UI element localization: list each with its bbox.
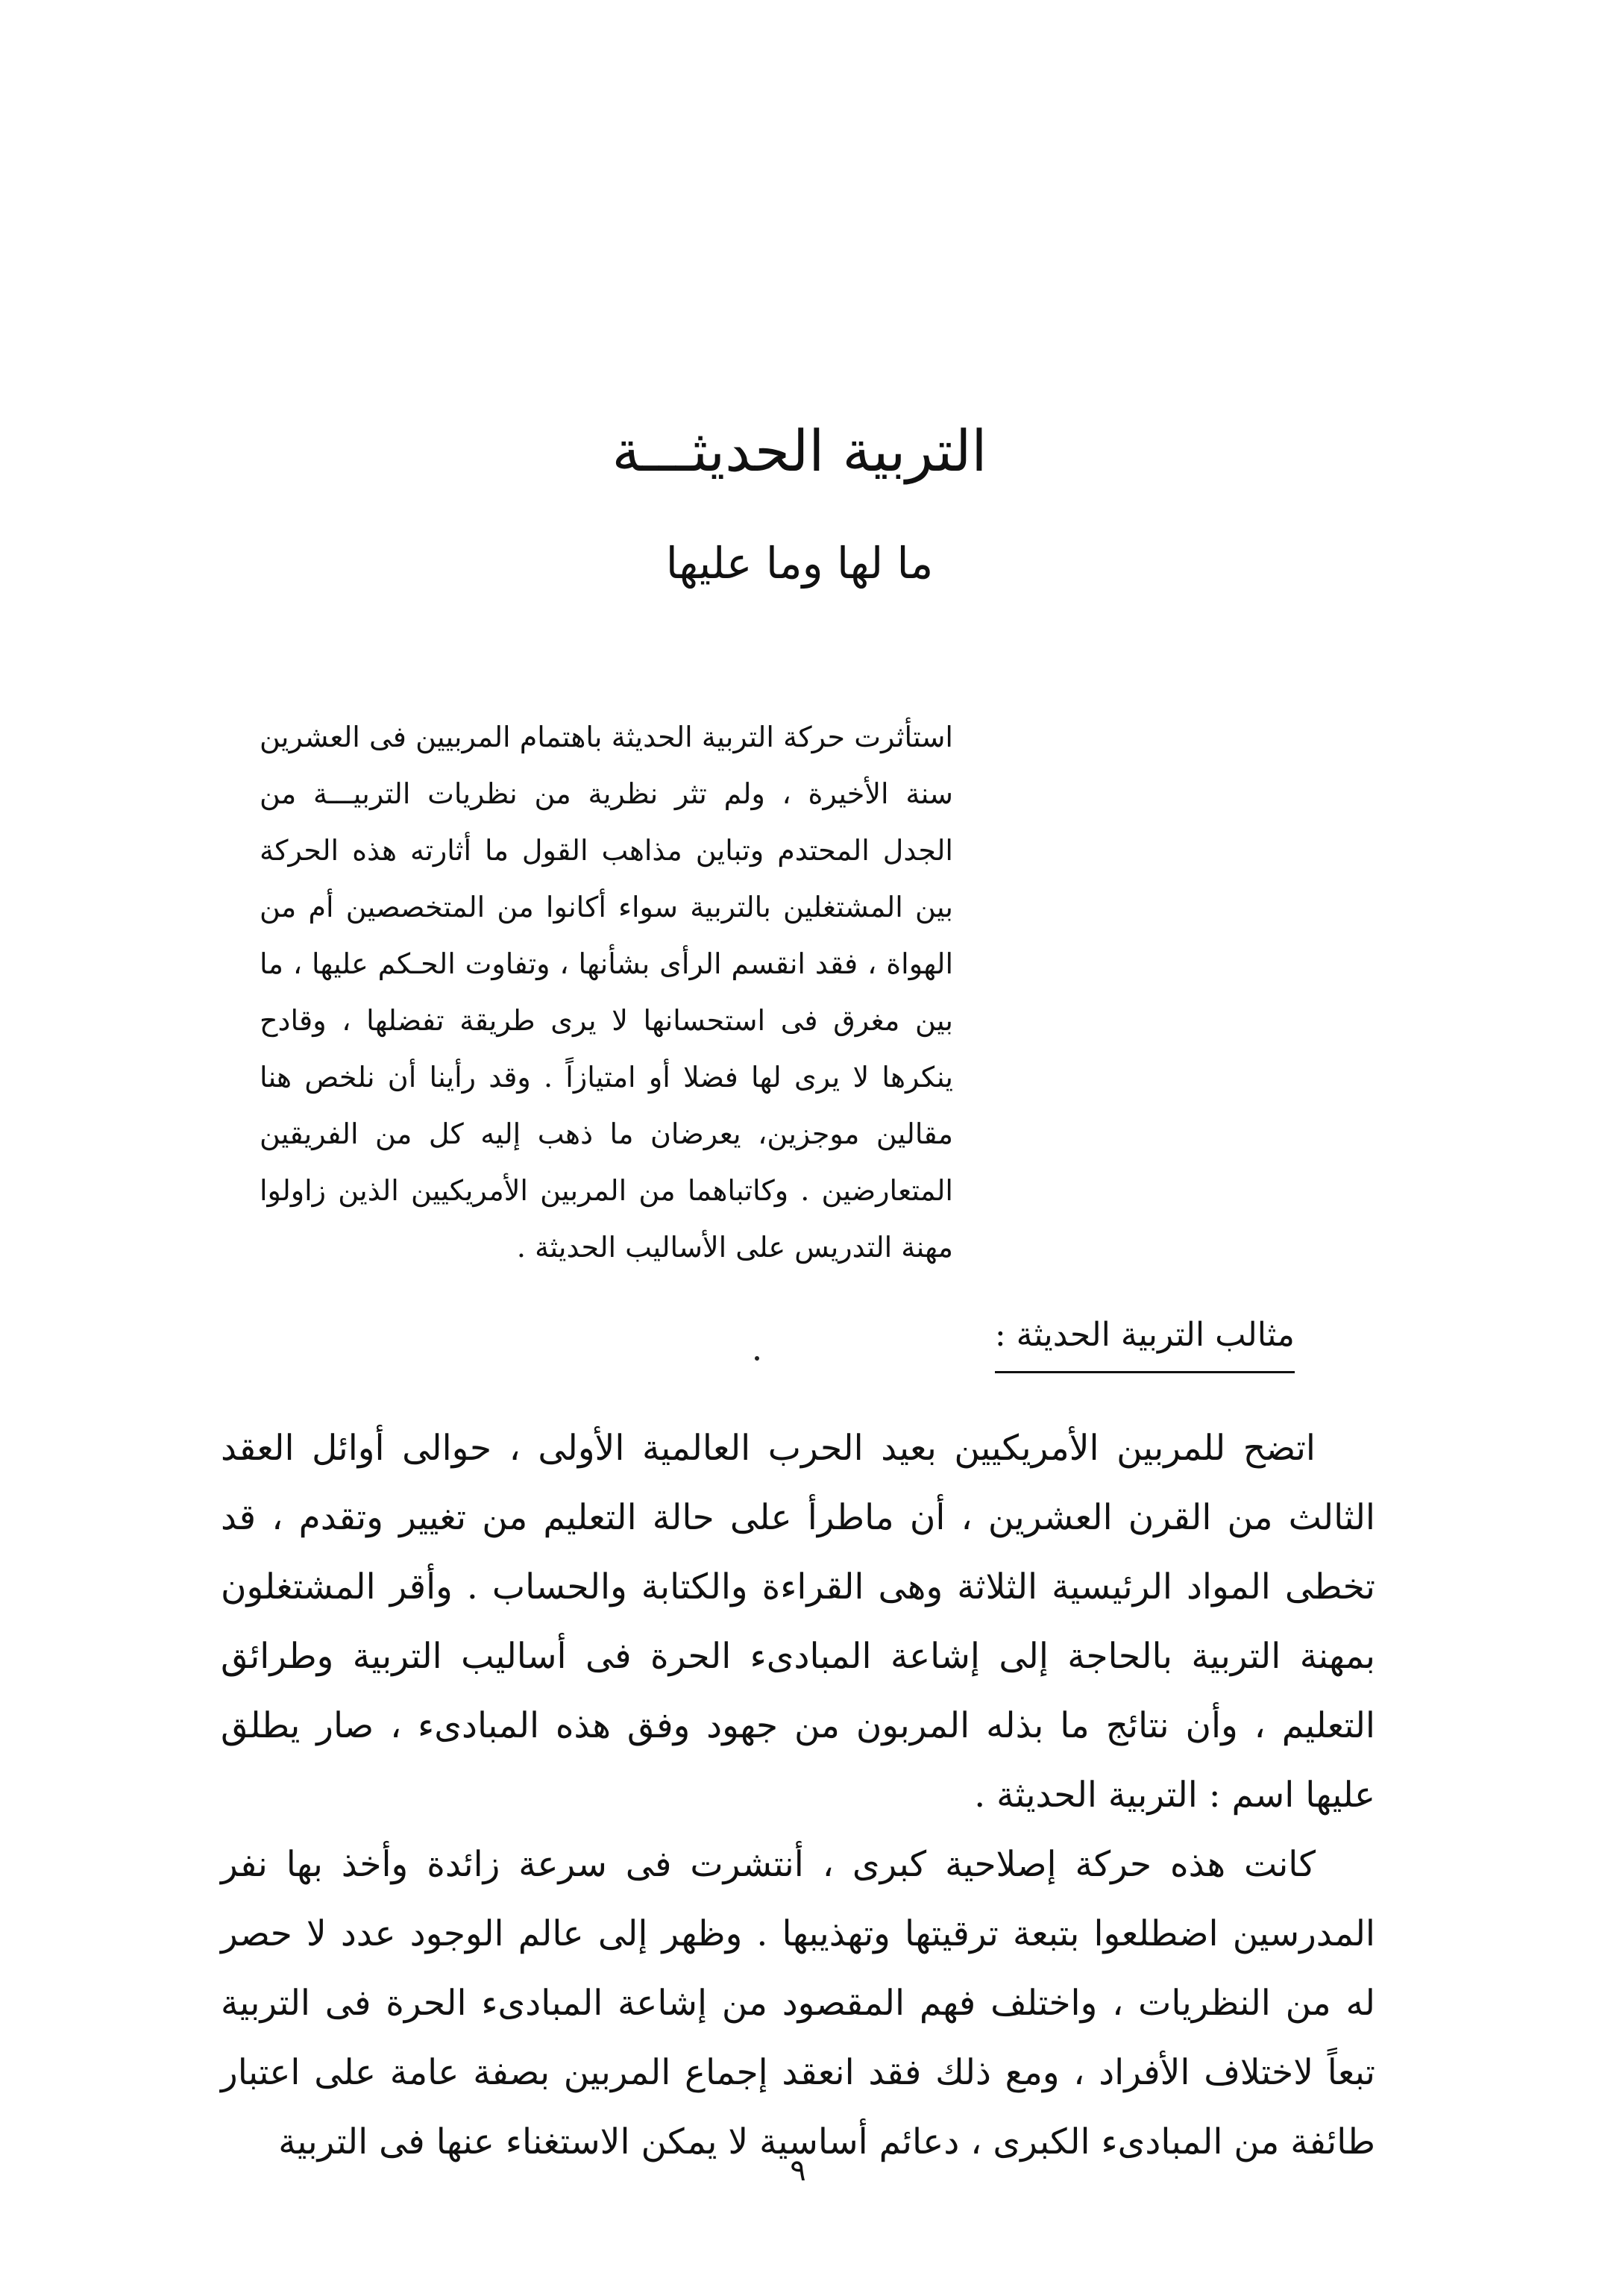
- section-heading: مثالب التربية الحديثة :: [995, 1305, 1295, 1373]
- body-paragraph-1: اتضح للمربين الأمريكيين بعيد الحرب العالمية الأولى ، حوالى أوائل العقد الثالث من القرن العشرين ، أن ماطرأ على حالة التعليم من تغيير وتقدم ، قد تخطى المواد الرئيسية الثلاثة وهى القراءة والكتابة والحساب . وأقر المشتغلون بمهنة التربية بالحاجة إلى إشاعة المبادىء الحرة فى أساليب التربية وطرائق التعليم ، وأن نتائج ما بذله المربون من جهود وفق هذه المبادىء ، صار يطلق عليها اسم : التربية الحديثة .: [221, 1428, 1375, 1816]
- page-number: ٩: [790, 2154, 806, 2188]
- scan-speck: [755, 1356, 759, 1361]
- body-paragraph-2: كانت هذه حركة إصلاحية كبرى ، أنتشرت فى سرعة زائدة وأخذ بها نفر المدرسين اضطلعوا بتبعة ترقيتها وتهذيبها . وظهر إلى عالم الوجود عدد لا حصر له من النظريات ، واختلف فهم المقصود من إشاعة المبادىء الحرة فى التربية تبعاً لاختلاف الأفراد ، ومع ذلك فقد انعقد إجماع المربين بصفة عامة على اعتبار طائفة من المبادىء الكبرى ، دعائم أساسية لا يمكن الاستغناء عنها فى التربية: [221, 1844, 1375, 2162]
- article-subtitle: ما لها وما عليها: [665, 538, 934, 589]
- body-text: [221, 1414, 1375, 2177]
- article-title: التربية الحديثـــة: [612, 418, 987, 484]
- abstract-paragraph: استأثرت حركة التربية الحديثة باهتمام المربيين فى العشرين سنة الأخيرة ، ولم تثر نظرية من نظريات التربيـــة من الجدل المحتدم وتباين مذاهب القول ما أثارته هذه الحركة بين المشتغلين بالتربية سواء أكانوا من المتخصصين أم من الهواة ، فقد انقسم الرأى بشأنها ، وتفاوت الحـكم عليها ، ما بين مغرق فى استحسانها لا يرى طريقة تفضلها ، وقادح ينكرها لا يرى لها فضلا أو امتيازاً . وقد رأينا أن نلخص هنا مقالين موجزين، يعرضان ما ذهب إليه كل من الفريقين المتعارضين . وكاتباهما من المربين الأمريكيين الذين زاولوا مهنة التدريس على الأساليب الحديثة .: [260, 721, 953, 1264]
